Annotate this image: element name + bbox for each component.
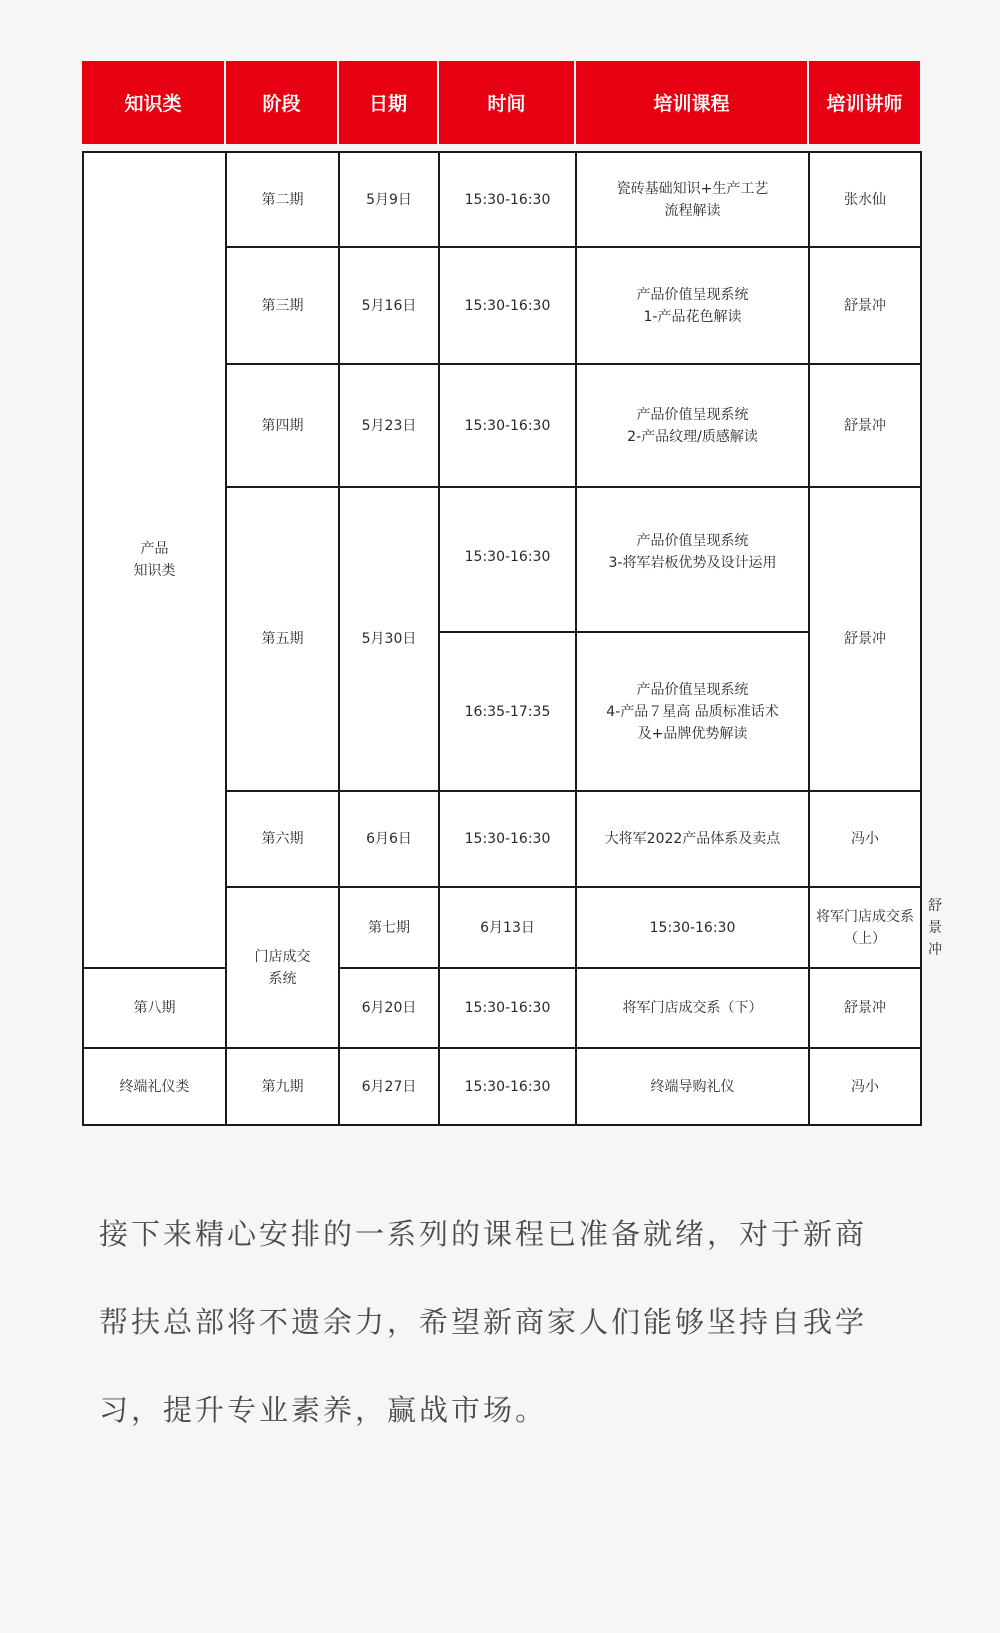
time-cell: 15:30-16:30	[439, 364, 576, 487]
course-line: 产品价值呈现系统	[636, 533, 749, 549]
closing-line: 帮扶总部将不遗余力，希望新商家人们能够坚持自我学	[99, 1305, 868, 1339]
table-row	[83, 1048, 921, 1125]
closing-paragraph	[99, 1212, 919, 1476]
course-line: 流程解读	[664, 202, 721, 219]
course-cell	[576, 487, 809, 632]
time-cell: 15:30-16:30	[439, 247, 576, 364]
date-cell: 5月23日	[339, 364, 439, 487]
category-label: 产品	[140, 541, 169, 557]
stage-cell: 第二期	[226, 152, 339, 247]
time-cell: 16:35-17:35	[439, 632, 576, 791]
course-cell: 将军门店成交系（下）	[576, 968, 809, 1048]
time-cell: 15:30-16:30	[439, 487, 576, 632]
time-cell: 15:30-16:30	[576, 887, 809, 968]
teacher-cell: 舒景冲	[809, 487, 921, 791]
header-category: 知识类	[82, 61, 225, 144]
stage-cell: 第五期	[226, 487, 339, 791]
header-course: 培训课程	[575, 61, 808, 144]
teacher-cell: 舒景冲	[809, 968, 921, 1048]
course-line: 4-产品７星高 品质标准话术	[606, 703, 779, 720]
course-line: 3-将军岩板优势及设计运用	[608, 555, 777, 571]
table-row	[83, 968, 921, 1048]
course-cell: 将军门店成交系（上）	[809, 887, 921, 968]
header-teacher: 培训讲师	[808, 61, 920, 144]
stage-cell: 第九期	[226, 1048, 339, 1125]
time-cell: 15:30-16:30	[439, 791, 576, 887]
date-cell: 6月27日	[339, 1048, 439, 1125]
schedule-table	[82, 151, 942, 1126]
teacher-cell: 张水仙	[809, 152, 921, 247]
schedule-header	[82, 61, 920, 144]
course-cell: 终端导购礼仪	[576, 1048, 809, 1125]
stage-cell: 第七期	[339, 887, 439, 968]
category-cell: 终端礼仪类	[83, 1048, 226, 1125]
course-cell	[576, 364, 809, 487]
date-cell: 5月9日	[339, 152, 439, 247]
course-cell	[576, 152, 809, 247]
course-line: 产品价值呈现系统	[636, 681, 749, 698]
time-cell: 15:30-16:30	[439, 968, 576, 1048]
stage-cell: 第六期	[226, 791, 339, 887]
date-cell: 6月13日	[439, 887, 576, 968]
course-line: 产品价值呈现系统	[636, 286, 749, 303]
course-cell: 大将军2022产品体系及卖点	[576, 791, 809, 887]
closing-line: 习，提升专业素养，赢战市场。	[99, 1393, 548, 1427]
stage-cell: 第三期	[226, 247, 339, 364]
category-label: 门店成交	[254, 948, 311, 965]
date-cell: 6月20日	[339, 968, 439, 1048]
table-row	[83, 152, 921, 247]
course-cell	[576, 247, 809, 364]
category-label: 系统	[268, 970, 297, 987]
header-date: 日期	[338, 61, 438, 144]
stage-cell: 第八期	[83, 968, 226, 1048]
stage-cell: 第四期	[226, 364, 339, 487]
course-line: 2-产品纹理/质感解读	[627, 428, 758, 445]
course-cell	[576, 632, 809, 791]
teacher-cell: 冯小	[809, 1048, 921, 1125]
date-cell: 5月30日	[339, 487, 439, 791]
category-label: 知识类	[133, 563, 176, 579]
teacher-cell: 冯小	[809, 791, 921, 887]
category-cell	[83, 152, 226, 968]
time-cell: 15:30-16:30	[439, 152, 576, 247]
teacher-cell: 舒景冲	[809, 247, 921, 364]
date-cell: 5月16日	[339, 247, 439, 364]
course-line: 瓷砖基础知识+生产工艺	[616, 180, 769, 197]
category-cell	[226, 887, 339, 1048]
closing-line: 接下来精心安排的一系列的课程已准备就绪，对于新商	[99, 1217, 868, 1251]
date-cell: 6月6日	[339, 791, 439, 887]
header-time: 时间	[438, 61, 575, 144]
course-line: 产品价值呈现系统	[636, 406, 749, 423]
header-stage: 阶段	[225, 61, 338, 144]
table-row: 门店成交 系统 第七期 6月13日 15:30-16:30 将军门店成交系（上） 舒景冲	[83, 887, 921, 968]
course-line: 及+品牌优势解读	[637, 725, 748, 742]
teacher-cell: 舒景冲	[809, 364, 921, 487]
time-cell: 15:30-16:30	[439, 1048, 576, 1125]
course-line: 1-产品花色解读	[643, 308, 742, 325]
